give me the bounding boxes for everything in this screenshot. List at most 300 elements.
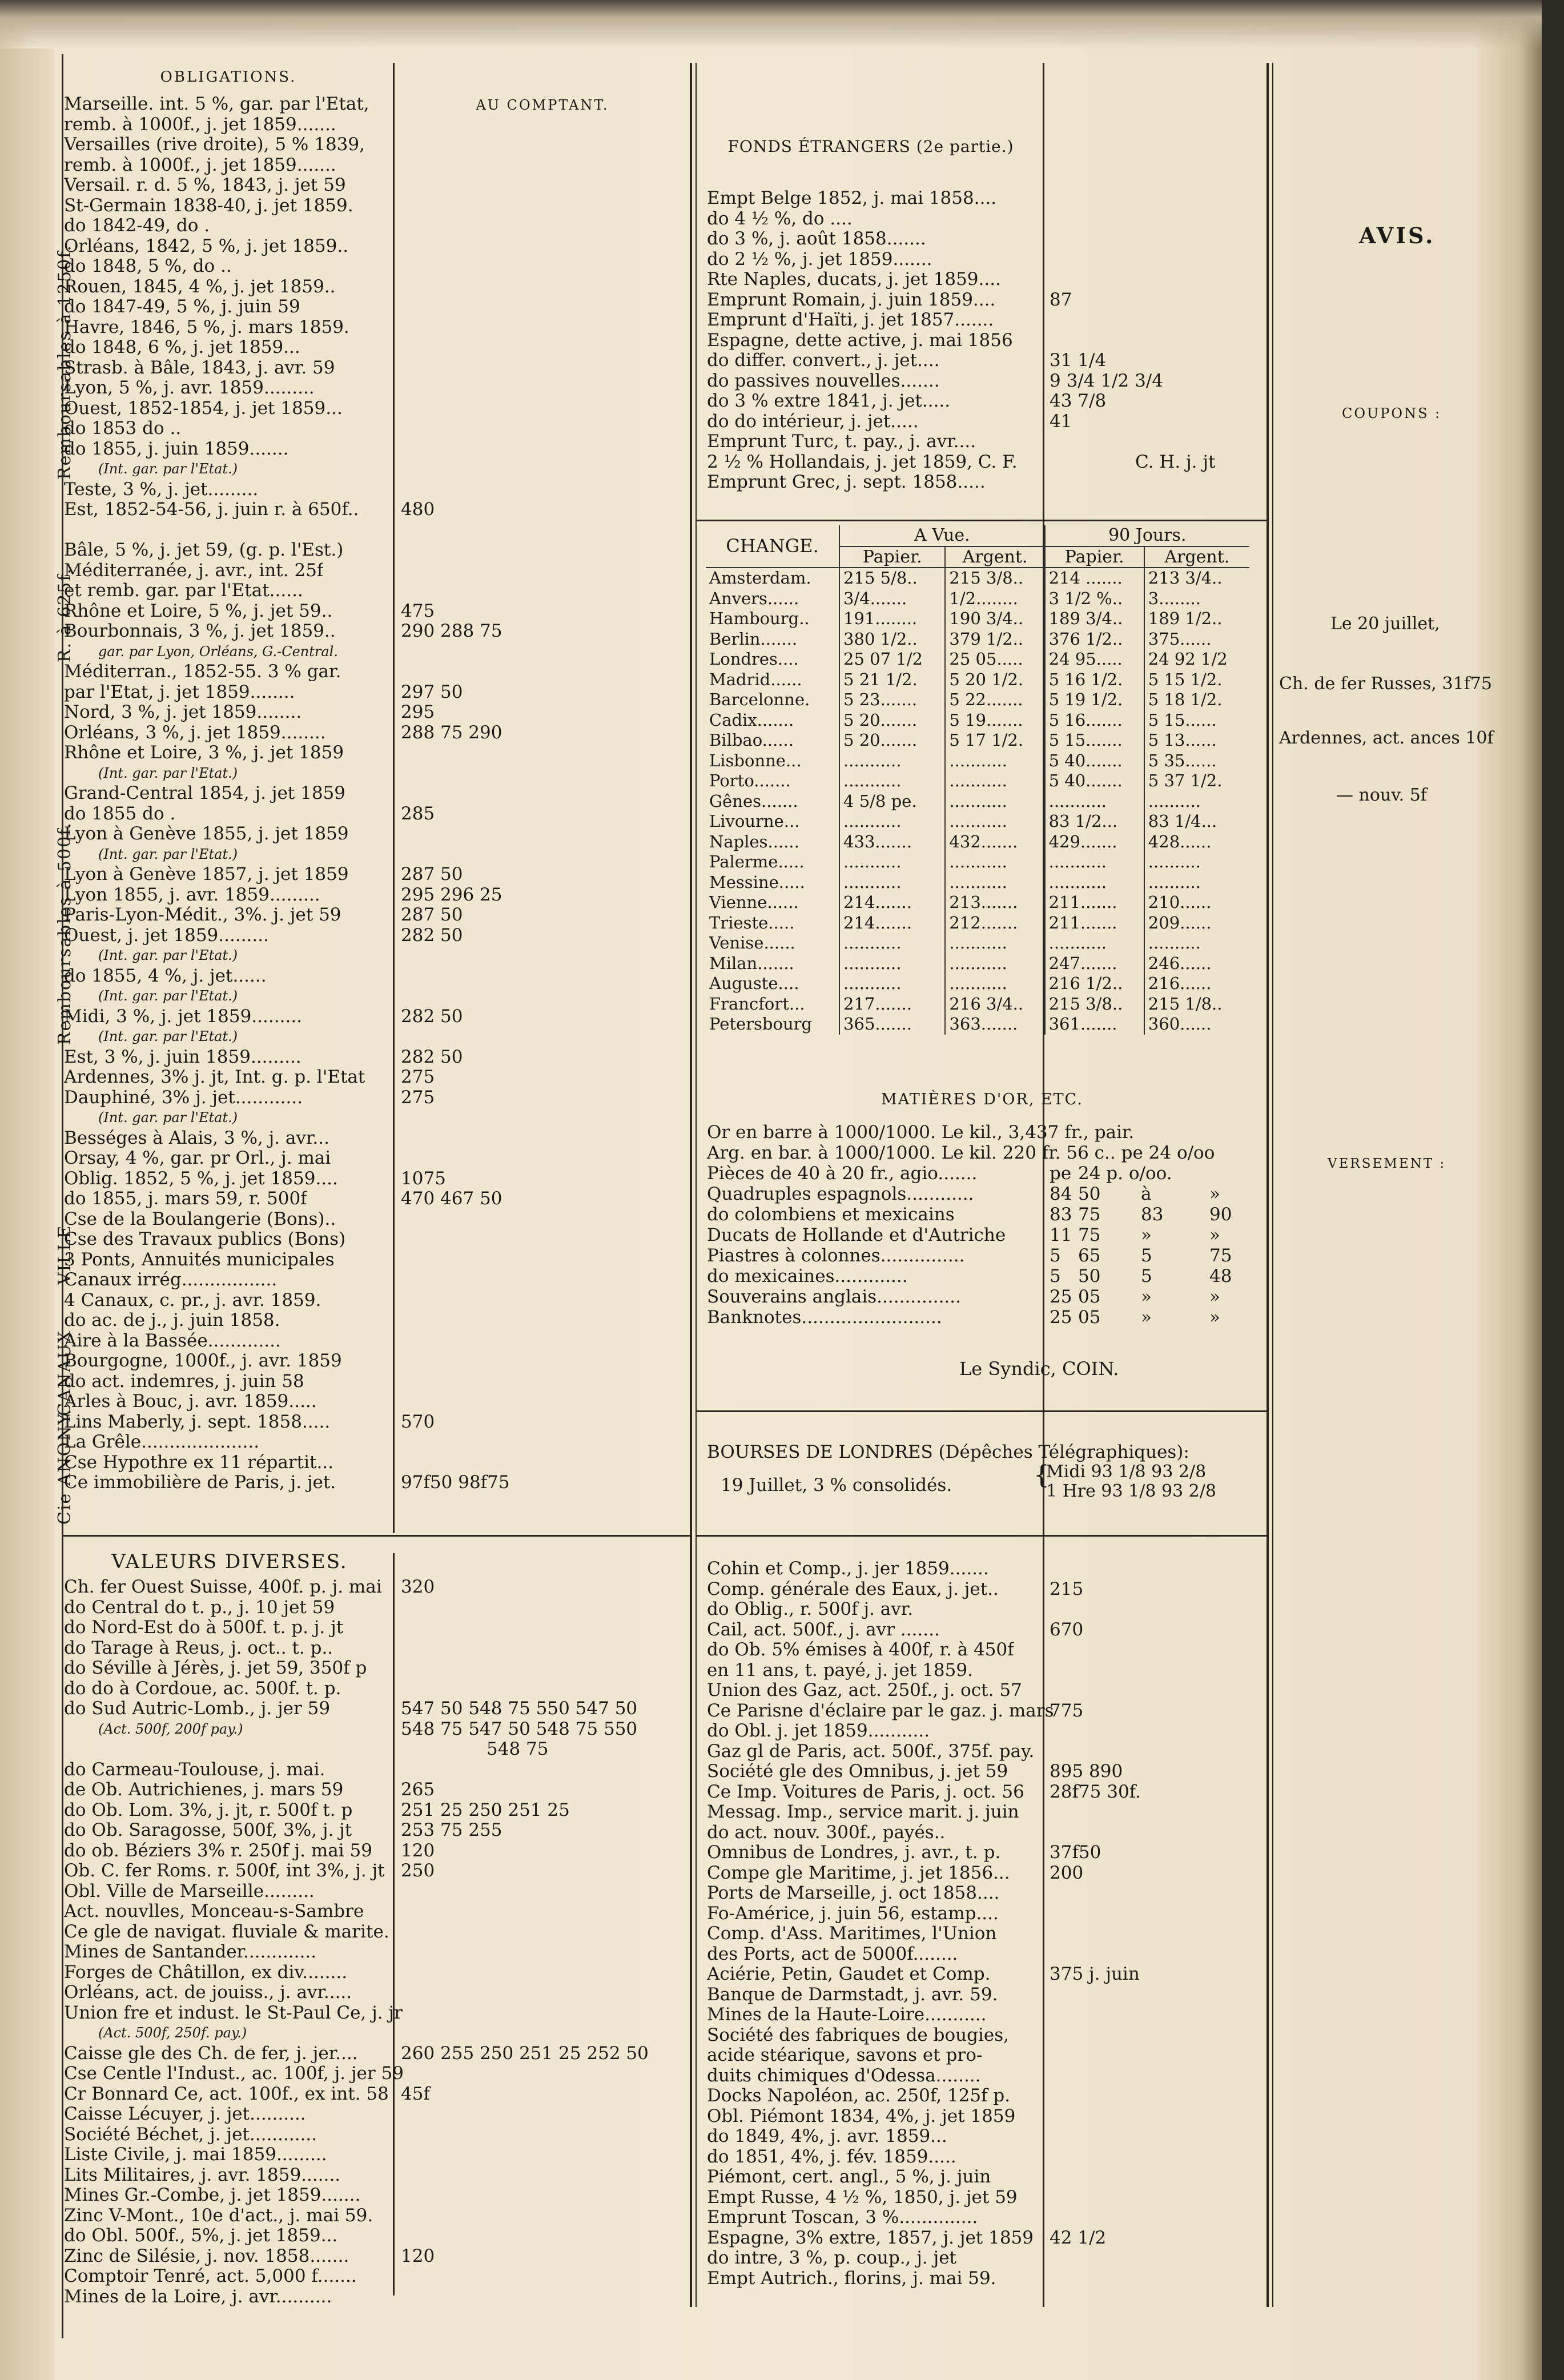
list-item — [707, 229, 1264, 250]
item-label: Union fre et indust. le St-Paul Ce, j. jr — [64, 2003, 403, 2023]
table-row — [706, 913, 1249, 934]
item-label: Ce Imp. Voitures de Paris, j. oct. 56 — [707, 1782, 1024, 1802]
list-item — [64, 2266, 686, 2287]
list-item — [64, 540, 686, 561]
change-rate: 215 1/8.. — [1144, 994, 1249, 1015]
list-item — [707, 1782, 1264, 1803]
list-item — [64, 1331, 686, 1352]
change-rate: 5 17 1/2. — [945, 730, 1044, 751]
list-item — [64, 1942, 686, 1963]
change-rate: 215 5/8.. — [839, 568, 945, 589]
change-rate: 3 1/2 %.. — [1045, 589, 1144, 609]
list-item — [64, 216, 686, 236]
change-rate: 5 18 1/2. — [1144, 690, 1249, 710]
item-label: do passives nouvelles....... — [707, 371, 940, 391]
list-item — [707, 1944, 1264, 1965]
item-label: Cse des Travaux publics (Bons) — [64, 1229, 346, 1249]
change-rate: 83 1/4... — [1144, 811, 1249, 832]
change-city: Vienne...... — [709, 892, 799, 912]
list-item — [64, 581, 686, 601]
change-rate: 191........ — [839, 609, 945, 629]
matieres-title: MATIÈRES D'OR, ETC. — [881, 1091, 1083, 1108]
item-label: do 3 % extre 1841, j. jet..... — [707, 391, 951, 411]
change-rate: 380 1/2.. — [839, 629, 945, 650]
item-label: et remb. gar. par l'Etat...... — [64, 581, 303, 601]
item-value: 05 — [1078, 1287, 1101, 1307]
item-label: Rte Naples, ducats, j. jet 1859.... — [707, 270, 1001, 290]
list-item — [707, 1163, 1264, 1184]
item-label: do Central do t. p., j. 10 jet 59 — [64, 1597, 335, 1618]
item-price: 670 — [1050, 1619, 1084, 1640]
list-item — [707, 188, 1264, 209]
item-label: Méditerranée, j. avr., int. 25f — [64, 560, 324, 581]
list-item — [64, 2104, 686, 2125]
item-label: do Ob. Lom. 3%, j. jt, r. 500f t. p — [64, 1800, 353, 1820]
item-label: Dauphiné, 3% j. jet............ — [64, 1087, 303, 1108]
item-value: 11 — [1050, 1225, 1072, 1245]
comptant-header: AU COMPTANT. — [476, 97, 609, 113]
item-label: do Séville à Jérès, j. jet 59, 350f p — [64, 1658, 367, 1678]
list-item — [64, 2003, 686, 2024]
item-label: Piémont, cert. angl., 5 %, j. juin — [707, 2167, 991, 2187]
item-price: 37f50 — [1050, 1842, 1101, 1863]
change-title: CHANGE. — [706, 525, 839, 568]
item-label: Empt Belge 1852, j. mai 1858.... — [707, 188, 997, 208]
change-rate: 365....... — [839, 1014, 945, 1035]
list-item — [64, 358, 686, 379]
list-item — [707, 1721, 1264, 1742]
change-rate: 217....... — [839, 994, 945, 1015]
change-rate: 5 13...... — [1144, 730, 1249, 751]
item-label: Arles à Bouc, j. avr. 1859..... — [64, 1392, 317, 1412]
list-item — [64, 824, 686, 845]
item-label: Empt Russe, 4 ½ %, 1850, j. jet 59 — [707, 2187, 1018, 2208]
item-price: 297 50 — [401, 681, 463, 702]
item-label: Comp. générale des Eaux, j. jet.. — [707, 1579, 999, 1599]
item-label: Méditerran., 1852-55. 3 % gar. — [64, 662, 341, 682]
list-item — [707, 472, 1264, 493]
change-rate: 211....... — [1045, 913, 1144, 934]
list-item — [64, 946, 686, 966]
list-item — [64, 2044, 686, 2064]
change-rate: .......... — [1144, 852, 1249, 873]
item-price: 260 255 250 251 25 252 50 — [401, 2043, 649, 2064]
change-rate: ........... — [945, 791, 1044, 812]
list-item — [707, 1143, 1264, 1163]
item-label: Mines de la Loire, j. avr.......... — [64, 2286, 332, 2307]
list-item — [707, 2147, 1264, 2168]
change-city: Messine..... — [709, 872, 805, 892]
list-item — [64, 337, 686, 358]
change-rate: ........... — [1045, 852, 1144, 873]
list-item — [64, 2023, 686, 2044]
item-label: Ce immobilière de Paris, j. jet. — [64, 1473, 336, 1493]
list-item — [707, 1924, 1264, 1944]
side-label-rembourse-500: Remboursables à 500f. — [55, 822, 75, 1045]
list-item — [64, 2125, 686, 2145]
item-price: 251 25 250 251 25 — [401, 1799, 570, 1820]
item-price: 275 — [401, 1067, 435, 1087]
item-value: 75 — [1078, 1204, 1101, 1225]
change-rate: ........... — [945, 811, 1044, 832]
list-item — [707, 2248, 1264, 2269]
item-price: 295 296 25 — [401, 884, 502, 905]
table-row — [706, 892, 1249, 913]
item-label: (Int. gar. par l'Etat.) — [98, 461, 238, 477]
item-label: Empt Autrich., florins, j. mai 59. — [707, 2268, 996, 2289]
change-city: Petersbourg — [709, 1014, 813, 1034]
list-item — [64, 1432, 686, 1453]
list-item — [64, 378, 686, 399]
item-label: Nord, 3 %, j. jet 1859........ — [64, 702, 302, 722]
change-rate: ........... — [1045, 873, 1144, 893]
middle-section-divider — [697, 1535, 1268, 1537]
list-item — [64, 1108, 686, 1128]
change-rate: ........... — [839, 873, 945, 893]
change-rate: 216...... — [1144, 974, 1249, 994]
change-group-avue: A Vue. — [839, 525, 1045, 546]
item-label: Mines de Santander............. — [64, 1942, 317, 1962]
item-label: (Int. gar. par l'Etat.) — [98, 1028, 238, 1044]
list-item — [64, 1148, 686, 1169]
item-price: 282 50 — [401, 1006, 463, 1027]
item-label: do 1855, 4 %, j. jet...... — [64, 966, 267, 986]
list-item — [64, 662, 686, 682]
change-rate: 5 20....... — [839, 710, 945, 731]
change-rate: 5 37 1/2. — [1144, 771, 1249, 791]
item-value: 50 — [1078, 1266, 1101, 1287]
list-item — [707, 432, 1264, 452]
list-item — [707, 2269, 1264, 2289]
item-label: Ouest, j. jet 1859......... — [64, 925, 269, 946]
list-item — [64, 1922, 686, 1943]
table-row — [706, 954, 1249, 974]
versement-label: VERSEMENT : — [1328, 1156, 1446, 1171]
item-label: Ch. fer Ouest Suisse, 400f. p. j. mai — [64, 1577, 382, 1597]
change-rate: ........... — [1045, 933, 1144, 954]
change-rate: 5 19 1/2. — [1045, 690, 1144, 710]
change-rate: ........... — [945, 873, 1044, 893]
item-price: 265 — [401, 1779, 435, 1800]
list-item — [707, 1184, 1264, 1204]
list-item — [707, 2106, 1264, 2127]
change-rate: 214....... — [839, 892, 945, 913]
list-item — [707, 2126, 1264, 2147]
side-label-625: R. à 625f. — [55, 568, 75, 662]
side-label-compagnie: Cie ANONY. — [55, 1408, 75, 1525]
item-label: 3 Ponts, Annuités municipales — [64, 1249, 335, 1270]
change-rate: ........... — [945, 852, 1044, 873]
change-city: Gênes....... — [709, 791, 798, 811]
list-item — [64, 966, 686, 987]
change-city: Anvers...... — [709, 588, 799, 608]
change-rate: 5 16 1/2. — [1045, 670, 1144, 690]
list-item — [64, 2084, 686, 2105]
item-label: do act. nouv. 300f., payés.. — [707, 1822, 946, 1843]
change-rate: 211....... — [1045, 892, 1144, 913]
change-city: Venise...... — [709, 933, 795, 952]
item-price: 285 — [401, 803, 435, 824]
item-label: en 11 ans, t. payé, j. jet 1859. — [707, 1660, 973, 1681]
change-city: Berlin....... — [709, 629, 798, 649]
change-rate: 5 22....... — [945, 690, 1044, 710]
list-item — [707, 1762, 1264, 1782]
item-label: do colombiens et mexicains — [707, 1204, 955, 1225]
item-label: Paris-Lyon-Médit., 3%. j. jet 59 — [64, 905, 341, 925]
item-label: Quadruples espagnols............ — [707, 1184, 974, 1204]
item-label: Société Béchet, j. jet............ — [64, 2124, 317, 2145]
top-shadow — [0, 0, 1564, 49]
list-item — [64, 155, 686, 176]
list-item — [707, 270, 1264, 290]
list-item — [64, 115, 686, 135]
item-label: Comptoir Tenré, act. 5,000 f....... — [64, 2266, 357, 2286]
item-price: 120 — [401, 2245, 435, 2266]
change-rate: ........... — [945, 933, 1044, 954]
item-price: 320 — [401, 1577, 435, 1597]
item-label: Pièces de 40 à 20 fr., agio....... — [707, 1163, 978, 1184]
item-label: Bességes à Alais, 3 %, j. avr... — [64, 1128, 329, 1148]
item-label: St-Germain 1838-40, j. jet 1859. — [64, 195, 353, 216]
table-row — [706, 771, 1249, 791]
list-item — [64, 1963, 686, 1983]
item-label: Est, 3 %, j. juin 1859......... — [64, 1047, 301, 1067]
item-label: do 1847-49, 5 %, j. juin 59 — [64, 297, 300, 317]
list-item — [707, 250, 1264, 270]
list-item — [64, 297, 686, 317]
change-rate: 214 ....... — [1045, 568, 1144, 589]
item-label: Rhône et Loire, 3 %, j. jet 1859 — [64, 743, 344, 763]
change-rate: ........... — [945, 751, 1044, 771]
item-label: des Ports, act de 5000f........ — [707, 1944, 958, 1964]
list-item — [707, 2228, 1264, 2249]
item-label: do 1848, 5 %, do .. — [64, 256, 232, 276]
item-label: gar. par Lyon, Orléans, G.-Central. — [98, 643, 338, 660]
table-row — [706, 974, 1249, 994]
table-row — [706, 873, 1249, 893]
item-label: Emprunt Grec, j. sept. 1858..... — [707, 472, 986, 492]
table-row — [706, 690, 1249, 710]
change-rate: ........... — [945, 954, 1044, 974]
list-item — [64, 2165, 686, 2186]
item-label: Emprunt d'Haïti, j. jet 1857....... — [707, 310, 994, 330]
change-rate: ........... — [839, 974, 945, 994]
item-label: do 1842-49, do . — [64, 216, 210, 236]
list-item — [64, 1412, 686, 1433]
item-value: à — [1141, 1184, 1152, 1204]
change-rate: 215 3/8.. — [945, 568, 1044, 589]
item-label: Cohin et Comp., j. jer 1859....... — [707, 1559, 989, 1579]
list-item — [64, 1679, 686, 1699]
change-rate: 216 3/4.. — [945, 994, 1044, 1015]
obligations-header: OBLIGATIONS. — [160, 69, 297, 86]
list-item — [64, 1739, 686, 1760]
change-rate: 5 21 1/2. — [839, 670, 945, 690]
change-rate: ........... — [839, 751, 945, 771]
list-item — [707, 1661, 1264, 1681]
list-item — [64, 500, 686, 520]
item-label: (Int. gar. par l'Etat.) — [98, 947, 238, 963]
list-item — [707, 2188, 1264, 2208]
change-rate: 213 3/4.. — [1144, 568, 1249, 589]
list-item — [64, 1310, 686, 1331]
change-city: Madrid...... — [709, 669, 802, 689]
item-label: Union des Gaz, act. 250f., j. oct. 57 — [707, 1681, 1022, 1700]
list-item — [707, 1843, 1264, 1863]
column-rule-2b — [1272, 63, 1273, 2307]
item-label: Emprunt Toscan, 3 %.............. — [707, 2208, 978, 2228]
item-value: 75 — [1209, 1245, 1232, 1266]
list-item — [64, 885, 686, 906]
change-sub-papier-1: Papier. — [839, 546, 945, 568]
item-label: Cse Hypothre ex 11 répartit... — [64, 1452, 334, 1473]
item-label: Aciérie, Petin, Gaudet et Comp. — [707, 1964, 991, 1984]
table-row — [706, 629, 1249, 650]
change-rate: .......... — [1144, 791, 1249, 812]
item-value: 90 — [1209, 1204, 1232, 1225]
list-item — [64, 1453, 686, 1473]
table-row — [706, 994, 1249, 1015]
list-item — [64, 845, 686, 865]
item-label: Mines Gr.-Combe, j. jet 1859....... — [64, 2185, 361, 2205]
item-label: Teste, 3 %, j. jet......... — [64, 479, 259, 500]
change-rate: 4 5/8 pe. — [839, 791, 945, 812]
item-price: 250 — [401, 1860, 435, 1881]
list-item — [64, 702, 686, 723]
item-label: Marseille. int. 5 %, gar. par l'Etat, — [64, 94, 369, 114]
item-label: acide stéarique, savons et pro- — [707, 2045, 983, 2065]
change-city: Barcelonne. — [709, 690, 810, 709]
item-value: » — [1209, 1225, 1220, 1245]
item-label: do 3 %, j. août 1858....... — [707, 229, 926, 249]
list-item — [64, 399, 686, 419]
list-item — [707, 1883, 1264, 1904]
item-label: Rouen, 1845, 4 %, j. jet 1859.. — [64, 276, 336, 297]
change-city: Londres.... — [709, 649, 799, 669]
item-label: do Obl. 500f., 5%, j. jet 1859... — [64, 2226, 338, 2246]
table-row — [706, 852, 1249, 873]
change-rate: 25 05..... — [945, 649, 1044, 670]
item-value: 83 — [1141, 1204, 1164, 1225]
item-label: Espagne, 3% extre, 1857, j. jet 1859 — [707, 2228, 1034, 2248]
item-label: (Int. gar. par l'Etat.) — [98, 765, 238, 781]
item-label: Ardennes, 3% j. jt, Int. g. p. l'Etat — [64, 1067, 365, 1087]
item-label: Ce Parisne d'éclaire par le gaz. j. mars — [707, 1700, 1054, 1721]
item-label: Société gle des Omnibus, j. jet 59 — [707, 1762, 1008, 1782]
list-item — [64, 682, 686, 703]
item-label: do 1853 do .. — [64, 419, 182, 439]
item-price: 290 288 75 — [401, 621, 502, 641]
change-rate: ........... — [839, 811, 945, 832]
change-city: Palerme..... — [709, 852, 805, 871]
item-label: Orléans, 3 %, j. jet 1859........ — [64, 722, 326, 743]
fonds-list — [707, 188, 1264, 493]
table-row — [706, 832, 1249, 853]
change-rate: 5 40....... — [1045, 771, 1144, 791]
change-rate: ........... — [839, 852, 945, 873]
change-city: Lisbonne... — [709, 750, 802, 770]
item-label: Cail, act. 500f., j. avr ....... — [707, 1619, 940, 1640]
table-row — [706, 710, 1249, 731]
list-item — [64, 865, 686, 885]
left-section-divider — [62, 1535, 690, 1537]
change-city: Amsterdam. — [709, 568, 811, 588]
list-item — [707, 371, 1264, 392]
list-item — [64, 1861, 686, 1882]
list-item — [707, 1559, 1264, 1579]
item-label: do Ob. 5% émises à 400f, r. à 450f — [707, 1640, 1014, 1660]
item-value: 5 — [1050, 1266, 1061, 1287]
table-row — [706, 670, 1249, 690]
list-item — [64, 1577, 686, 1598]
change-table — [706, 525, 1249, 1035]
list-item — [64, 236, 686, 257]
item-label: (Int. gar. par l'Etat.) — [98, 846, 238, 862]
table-row — [706, 791, 1249, 812]
coupons-label: COUPONS : — [1342, 405, 1442, 421]
list-item — [64, 2226, 686, 2246]
list-item — [707, 1802, 1264, 1823]
change-rate: 247....... — [1045, 954, 1144, 974]
bourses-brace: { — [1034, 1461, 1050, 1490]
table-row — [706, 730, 1249, 751]
item-label: Est, 1852-54-56, j. juin r. à 650f.. — [64, 500, 359, 520]
list-item — [64, 1820, 686, 1841]
item-label: Omnibus de Londres, j. avr., t. p. — [707, 1843, 1001, 1863]
list-item — [64, 1250, 686, 1271]
change-rate: 1/2........ — [945, 589, 1044, 609]
item-price: 31 1/4 — [1050, 350, 1107, 371]
item-label: Grand-Central 1854, j. jet 1859 — [64, 783, 345, 803]
change-city: Bilbao...... — [709, 730, 794, 750]
item-label: Gaz gl de Paris, act. 500f., 375f. pay. — [707, 1741, 1035, 1762]
item-price: C. H. j. jt — [1135, 451, 1216, 472]
list-item — [64, 439, 686, 460]
list-item — [707, 452, 1264, 473]
item-label: Versailles (rive droite), 5 % 1839, — [64, 135, 365, 155]
list-item — [707, 310, 1264, 331]
change-rate: 5 15...... — [1144, 710, 1249, 731]
list-item — [64, 520, 686, 541]
item-label: do ob. Béziers 3% r. 250f j. mai 59 — [64, 1840, 372, 1861]
item-value: » — [1209, 1307, 1220, 1328]
list-item — [707, 1599, 1264, 1620]
change-rate: ........... — [945, 974, 1044, 994]
column-rule-1 — [690, 63, 692, 2307]
list-item — [64, 986, 686, 1007]
item-label: remb. à 1000f., j. jet 1859....... — [64, 155, 336, 175]
list-item — [64, 94, 686, 115]
matieres-list — [707, 1122, 1264, 1328]
item-label: (Act. 500f, 250f. pay.) — [98, 2025, 247, 2041]
item-label: Canaux irrég................. — [64, 1270, 278, 1290]
list-item — [707, 2167, 1264, 2188]
item-label: Ob. C. fer Roms. r. 500f, int 3%, j. jt — [64, 1861, 385, 1881]
fonds-title: FONDS ÉTRANGERS (2e partie.) — [727, 137, 1014, 156]
change-rate: 5 20....... — [839, 730, 945, 751]
side-label-rembourse-1250: Remboursables à 1250f. — [55, 244, 75, 480]
item-label: Bourbonnais, 3 %, j. jet 1859.. — [64, 621, 336, 641]
coupon-date: Le 20 juillet, — [1330, 614, 1440, 634]
item-label: Bâle, 5 %, j. jet 59, (g. p. l'Est.) — [64, 540, 344, 560]
item-label: Ports de Marseille, j. oct 1858.... — [707, 1883, 1000, 1903]
item-price: 43 7/8 — [1050, 391, 1107, 411]
item-label: Bourgogne, 1000f., j. avr. 1859 — [64, 1351, 342, 1371]
valeurs-title: VALEURS DIVERSES. — [111, 1550, 348, 1573]
item-label: Cse Centle l'Indust., ac. 100f, j. jer 59 — [64, 2064, 404, 2084]
list-item — [64, 1598, 686, 1618]
change-rate: 428...... — [1144, 832, 1249, 853]
